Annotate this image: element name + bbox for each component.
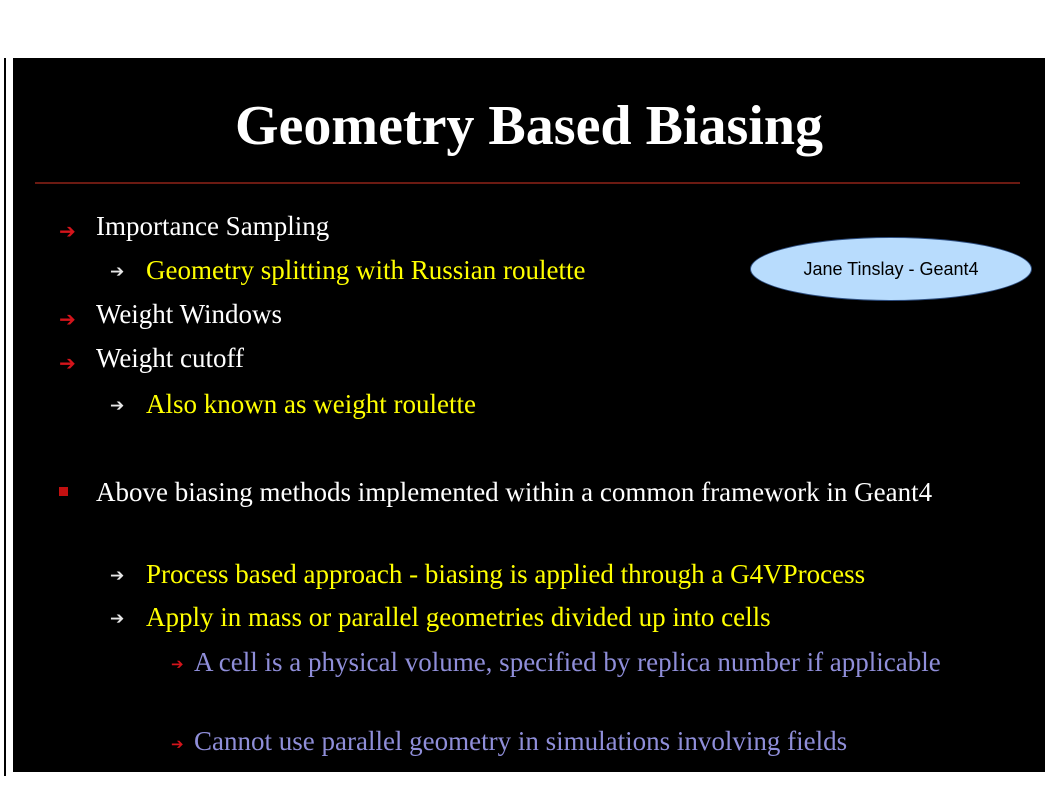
bullet-importance-sampling: Importance Sampling — [96, 211, 330, 241]
subsubbullet-parallel-fields: Cannot use parallel geometry in simulations involving fields — [194, 726, 848, 756]
subbullet-mass-parallel: Apply in mass or parallel geometries divided up into cells — [146, 602, 771, 632]
red-arrow-icon: ➔ — [171, 735, 184, 753]
subbullet-process-based: Process based approach - biasing is applied through a G4VProcess — [146, 559, 866, 589]
slide-title: Geometry Based Biasing — [235, 95, 823, 157]
title-divider — [35, 182, 1020, 184]
red-arrow-icon: ➔ — [59, 351, 76, 375]
author-callout — [750, 237, 1032, 301]
red-arrow-icon: ➔ — [59, 307, 76, 331]
subsubbullet-cell-definition: A cell is a physical volume, specified by replica number if applicable — [194, 647, 941, 677]
left-edge-line — [4, 58, 6, 776]
bullet-weight-windows: Weight Windows — [96, 299, 282, 329]
white-arrow-icon: ➔ — [110, 566, 125, 586]
white-arrow-icon: ➔ — [110, 262, 125, 282]
subbullet-weight-roulette: Also known as weight roulette — [146, 389, 476, 419]
author-callout-text: Jane Tinslay - Geant4 — [803, 259, 979, 279]
white-arrow-icon: ➔ — [110, 609, 125, 629]
red-arrow-icon: ➔ — [171, 655, 184, 673]
white-arrow-icon: ➔ — [110, 396, 125, 416]
subbullet-geometry-splitting: Geometry splitting with Russian roulette — [146, 255, 586, 285]
red-arrow-icon: ➔ — [59, 219, 76, 243]
bullet-common-framework: Above biasing methods implemented within a common framework in Geant4 — [96, 477, 933, 507]
red-square-icon — [59, 487, 68, 496]
slide — [13, 58, 1045, 772]
bullet-weight-cutoff: Weight cutoff — [96, 343, 245, 373]
